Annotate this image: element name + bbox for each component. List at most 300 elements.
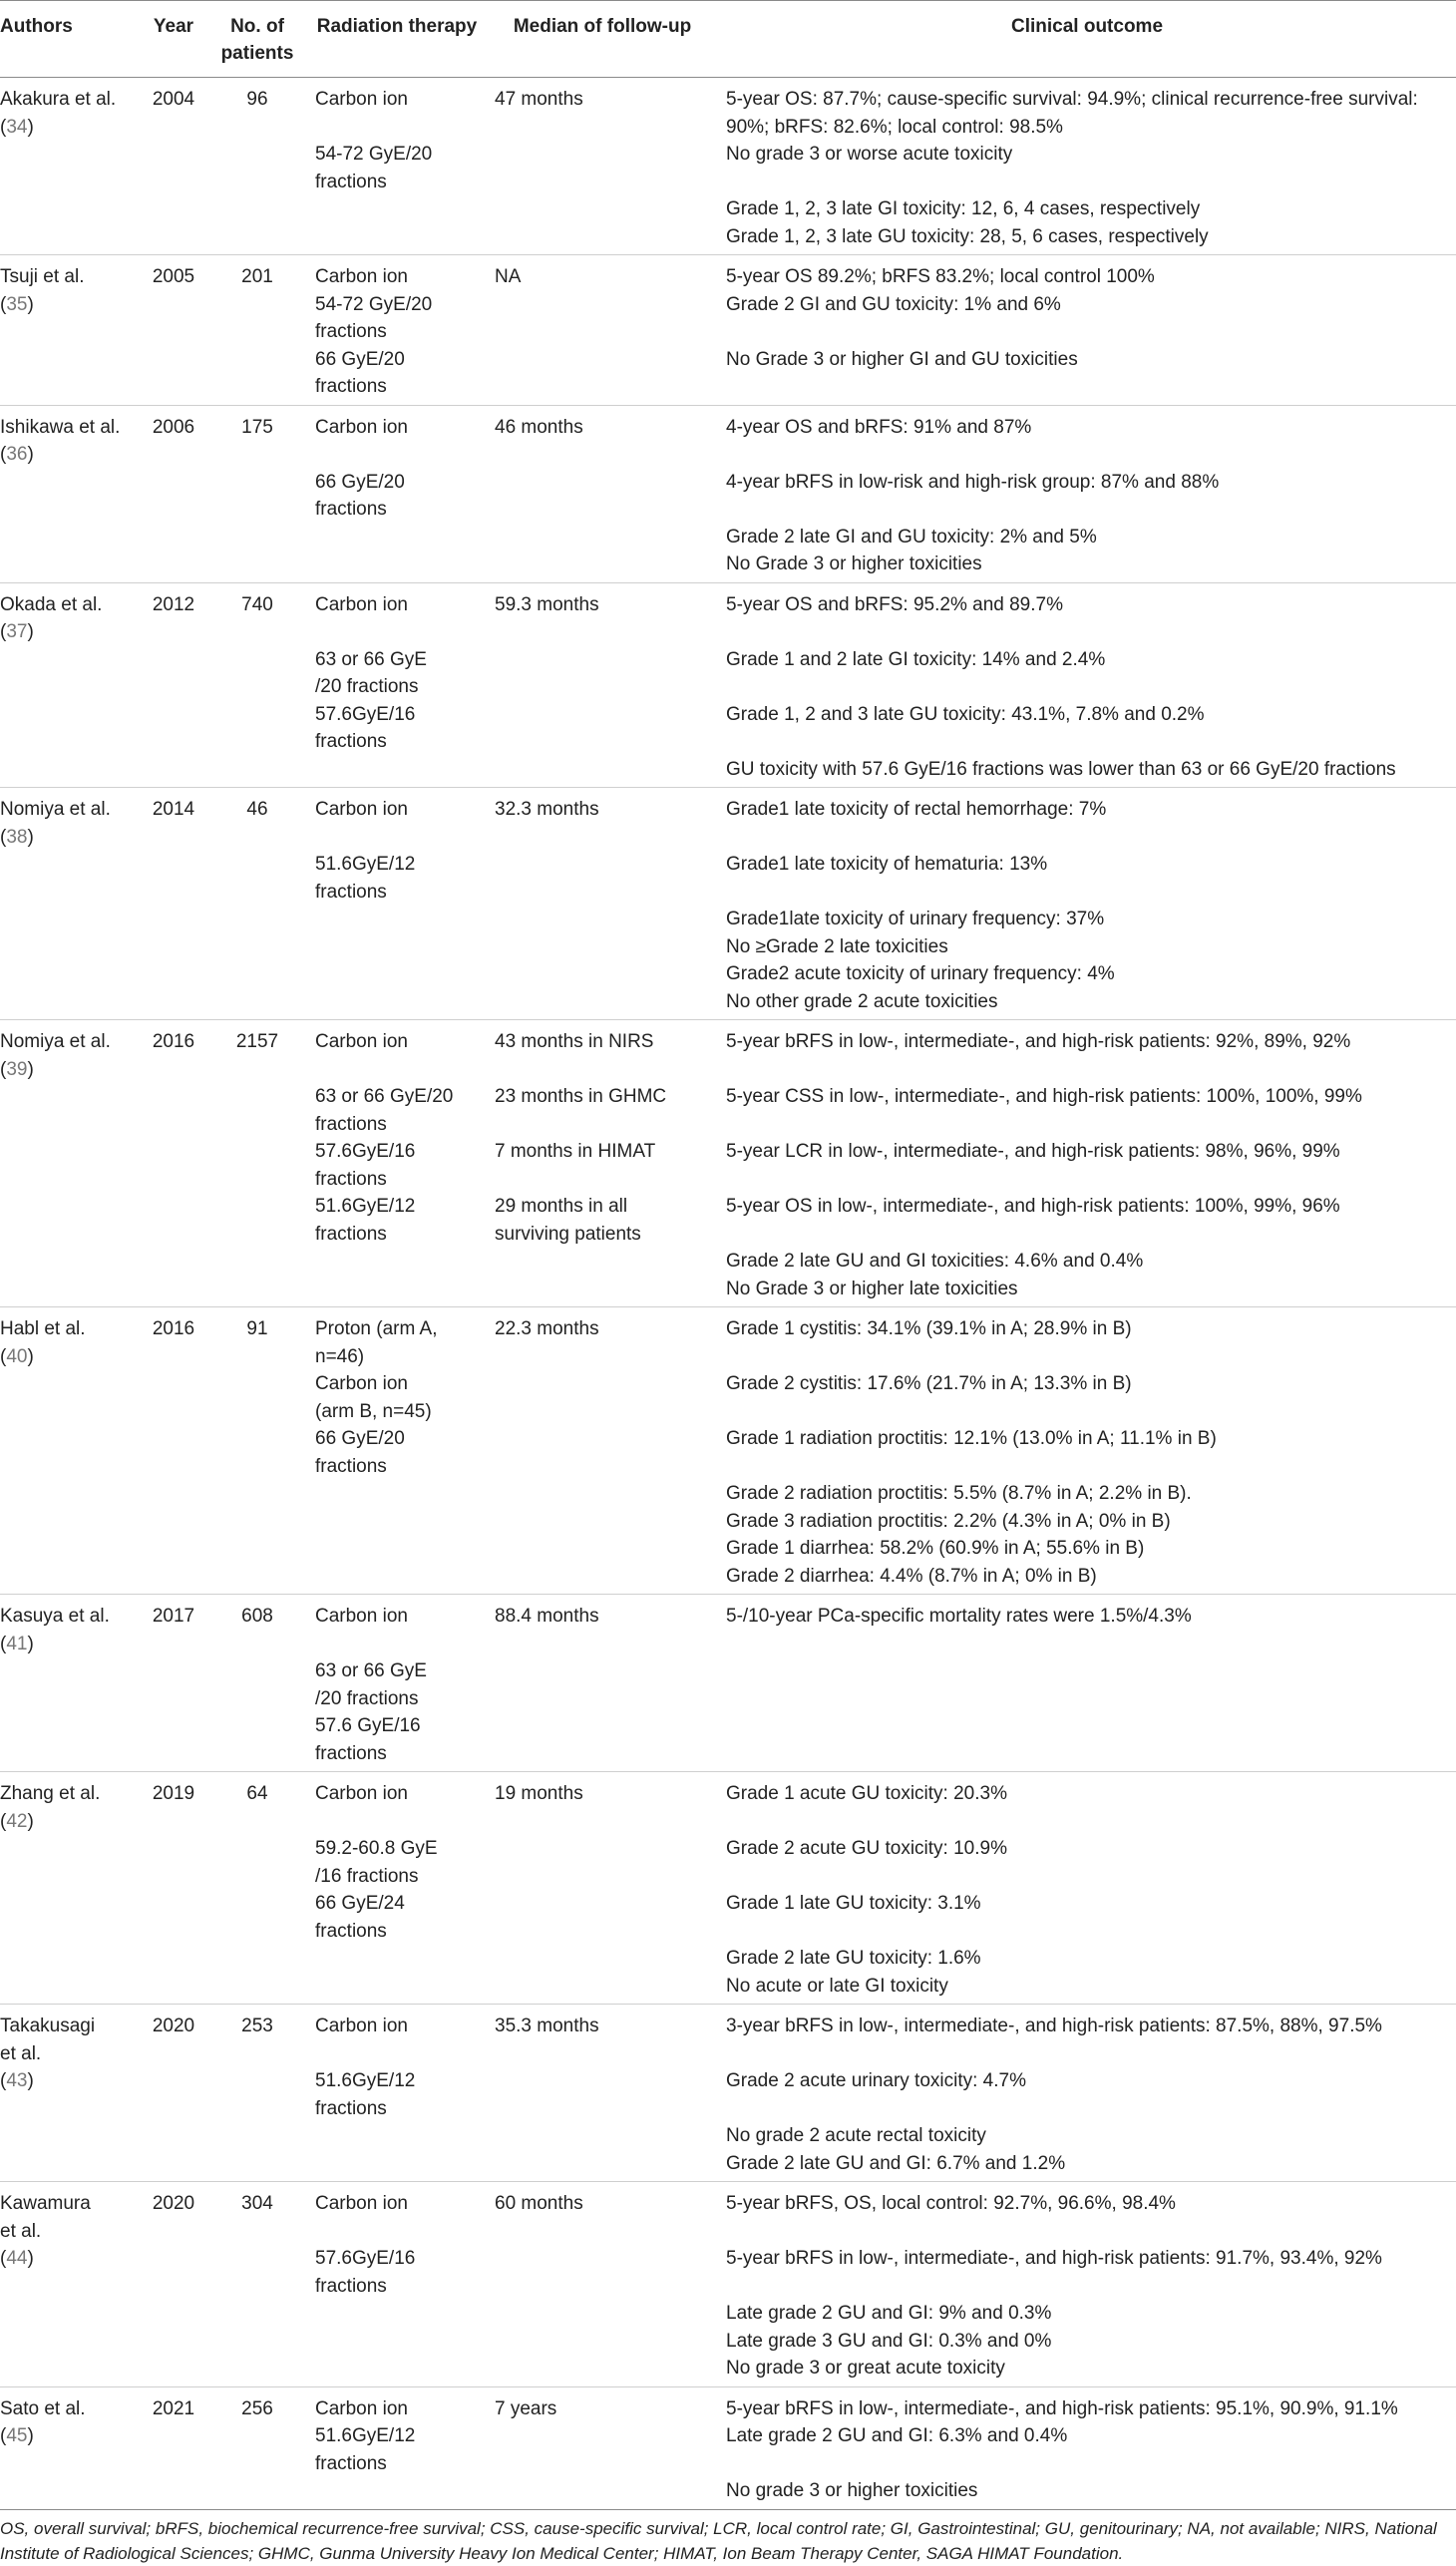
radiation-therapy-line: /20 fractions [315,676,419,697]
clinical-outcome-line: Late grade 3 GU and GI: 0.3% and 0% [726,2330,1052,2352]
follow-up-line: 46 months [495,416,583,438]
cell-radiation-therapy [307,582,487,788]
radiation-therapy-line: Carbon ion [315,2016,408,2036]
cell-radiation-therapy [307,405,487,582]
cell-year: 2016 [152,1031,195,1052]
clinical-outcome-line [726,2040,1448,2068]
radiation-therapy-line: 63 or 66 GyE/20 [315,1086,454,1107]
radiation-therapy-line: 54-72 GyE/20 [315,144,433,165]
reference-line [0,824,132,852]
radiation-therapy-line: fractions [315,376,387,397]
clinical-outcome-line: Grade 1 acute GU toxicity: 20.3% [726,1783,1007,1804]
clinical-outcome-line: Grade 1, 2 and 3 late GU toxicity: 43.1%, 7.8% and 0.2% [726,703,1205,725]
clinical-outcome-line [726,2273,1448,2301]
clinical-outcome-line: 5-year bRFS, OS, local control: 92.7%, 96.6%, 98.4% [726,2193,1176,2214]
radiation-therapy-line: fractions [315,731,387,752]
ref-open-paren: ( [0,444,7,465]
clinical-outcome-line: No Grade 3 or higher toxicities [726,553,982,574]
header-year: Year [153,16,194,37]
clinical-outcome-line [726,1166,1448,1194]
clinical-outcome-line: 5-year OS in low-, intermediate-, and high-risk patients: 100%, 99%, 96% [726,1196,1340,1217]
radiation-therapy-line: 51.6GyE/12 [315,854,416,875]
table-row [0,255,1456,406]
cell-year: 2006 [152,416,195,438]
radiation-therapy-line: Carbon ion [315,266,408,287]
radiation-therapy-line: fractions [315,499,387,520]
table-row [0,582,1456,788]
radiation-therapy-line: fractions [315,321,387,342]
clinical-outcome-line: Grade 2 late GI and GU toxicity: 2% and 5% [726,526,1097,548]
reference-link[interactable]: 39 [6,1058,28,1080]
cell-radiation-therapy [307,255,487,406]
clinical-outcome-line [726,728,1448,756]
reference-link[interactable]: 38 [6,826,28,848]
clinical-outcome-line: No Grade 3 or higher GI and GU toxicities [726,348,1078,370]
ref-open-paren: ( [0,293,7,315]
author-name-line: Sato et al. [0,2397,86,2419]
follow-up-line [495,1166,710,1194]
radiation-therapy-line: 66 GyE/20 [315,471,405,493]
clinical-outcome-line: Grade 1 late GU toxicity: 3.1% [726,1893,981,1914]
cell-year: 2014 [152,799,195,820]
follow-up-line: 22.3 months [495,1318,599,1339]
follow-up-line: NA [495,266,522,287]
cell-year: 2004 [152,89,195,110]
clinical-outcome-line: Grade1 late toxicity of rectal hemorrhage: 7% [726,799,1107,820]
radiation-therapy-line: 66 GyE/20 [315,1428,405,1449]
clinical-outcome-line: 3-year bRFS in low-, intermediate-, and high-risk patients: 87.5%, 88%, 97.5% [726,2016,1382,2036]
clinical-outcome-line [726,1056,1448,1084]
cell-clinical-outcome [718,2386,1456,2509]
cell-year: 2017 [152,1606,195,1627]
radiation-therapy-line [315,441,479,469]
radiation-therapy-line: 51.6GyE/12 [315,2070,416,2091]
reference-link[interactable]: 40 [6,1345,28,1367]
cell-patients: 740 [241,593,273,615]
clinical-outcome-line: No grade 3 or great acute toxicity [726,2358,1005,2379]
radiation-therapy-line: 51.6GyE/12 [315,1196,416,1217]
ref-close-paren: ) [27,2425,34,2446]
radiation-therapy-line: 63 or 66 GyE [315,648,427,670]
cell-authors [0,78,140,255]
cell-follow-up [487,2386,718,2509]
cell-follow-up [487,1020,718,1307]
clinical-outcome-line: No ≥Grade 2 late toxicities [726,935,948,957]
clinical-outcome-line: 5-year OS and bRFS: 95.2% and 89.7% [726,593,1063,615]
clinical-outcome-line [726,2218,1448,2246]
clinical-outcome-line: GU toxicity with 57.6 GyE/16 fractions was lower than 63 or 66 GyE/20 fractions [726,758,1396,780]
clinical-outcome-line: Grade 2 late GU toxicity: 1.6% [726,1948,981,1969]
cell-radiation-therapy [307,788,487,1020]
reference-link[interactable]: 44 [6,2248,28,2269]
cell-clinical-outcome [718,1595,1456,1772]
author-name-line: Nomiya et al. [0,1031,111,1052]
cell-clinical-outcome [718,2005,1456,2182]
radiation-therapy-line [315,1631,479,1658]
table-row [0,2182,1456,2387]
clinical-outcome-line: Grade 2 late GU and GI toxicities: 4.6% and 0.4% [726,1251,1144,1272]
clinical-outcome-line: Grade1 late toxicity of hematuria: 13% [726,854,1048,875]
table-row [0,2386,1456,2509]
table-footnote: OS, overall survival; bRFS, biochemical recurrence-free survival; CSS, cause-specific survival; LCR, local control rate; GI, Gastrointestinal; GU, genitourinary; NA, not available; NIRS, National Institute of Radiological Sciences; GHMC, Gunma University Heavy Ion Medical Center; HIMAT, Ion Beam Therapy Center, SAGA HIMAT Foundation. [0,2518,1437,2563]
table-row [0,1595,1456,1772]
clinical-outcome-line [726,2095,1448,2123]
follow-up-line: 59.3 months [495,593,599,615]
clinical-outcome-line: Grade 1, 2, 3 late GI toxicity: 12, 6, 4 cases, respectively [726,198,1201,219]
clinical-outcome-line [726,673,1448,701]
cell-follow-up [487,2182,718,2387]
radiation-therapy-line: 57.6GyE/16 [315,703,416,725]
header-clinical-outcome: Clinical outcome [1010,16,1164,37]
clinical-outcome-line: Grade 2 acute GU toxicity: 10.9% [726,1838,1007,1859]
table-row [0,1020,1456,1307]
cell-follow-up [487,405,718,582]
clinical-outcome-line [726,1221,1448,1249]
clinical-outcome-line: Grade 1 diarrhea: 58.2% (60.9% in A; 55.6% in B) [726,1538,1145,1559]
ref-close-paren: ) [27,2248,34,2269]
radiation-therapy-line: fractions [315,171,387,192]
clinical-outcome-line [726,318,1448,346]
cell-follow-up [487,255,718,406]
clinical-outcome-line [726,2450,1448,2478]
ref-open-paren: ( [0,1810,7,1832]
cell-authors [0,2386,140,2509]
cell-year: 2021 [152,2397,195,2419]
reference-line [0,2067,132,2095]
table-row [0,1772,1456,2005]
clinical-outcome-line [726,1343,1448,1371]
clinical-outcome-line: 5-/10-year PCa-specific mortality rates were 1.5%/4.3% [726,1606,1192,1627]
follow-up-line: 7 months in HIMAT [495,1141,656,1162]
reference-line [0,1808,132,1836]
radiation-therapy-line: fractions [315,2452,387,2474]
reference-line [0,114,132,142]
clinical-outcome-line: Grade 1 cystitis: 34.1% (39.1% in A; 28.9% in B) [726,1318,1132,1339]
radiation-therapy-line [315,1056,479,1084]
cell-authors [0,788,140,1020]
cell-follow-up [487,788,718,1020]
clinical-outcome-line [726,496,1448,524]
ref-close-paren: ) [27,1345,34,1367]
clinical-outcome-line: Grade2 acute toxicity of urinary frequency: 4% [726,963,1115,984]
clinical-outcome-line: Late grade 2 GU and GI: 6.3% and 0.4% [726,2425,1068,2446]
clinical-outcome-line: Late grade 2 GU and GI: 9% and 0.3% [726,2303,1052,2324]
clinical-outcome-line: No grade 2 acute rectal toxicity [726,2125,986,2146]
author-name-line: Kasuya et al. [0,1606,110,1627]
cell-radiation-therapy [307,1772,487,2005]
cell-patients: 253 [241,2016,273,2036]
radiation-therapy-line: /16 fractions [315,1865,419,1887]
radiation-therapy-line [315,1808,479,1836]
radiation-therapy-line: Carbon ion [315,1783,408,1804]
cell-follow-up [487,1595,718,1772]
clinical-outcome-line: Grade 1 and 2 late GI toxicity: 14% and 2.4% [726,648,1106,670]
follow-up-line: surviving patients [495,1223,641,1245]
radiation-therapy-line: 51.6GyE/12 [315,2425,416,2446]
follow-up-line: 60 months [495,2193,583,2214]
ref-close-paren: ) [27,826,34,848]
follow-up-line [495,1111,710,1139]
follow-up-line: 88.4 months [495,1606,599,1627]
radiation-therapy-line: fractions [315,2275,387,2297]
clinical-outcome-line: 4-year bRFS in low-risk and high-risk group: 87% and 88% [726,471,1220,493]
clinical-outcome-line: Grade 3 radiation proctitis: 2.2% (4.3% in A; 0% in B) [726,1510,1171,1532]
ref-close-paren: ) [27,2070,34,2091]
radiation-therapy-line [315,824,479,852]
author-name-line: Nomiya et al. [0,799,111,820]
clinical-outcome-line: Grade 2 GI and GU toxicity: 1% and 6% [726,293,1061,315]
radiation-therapy-line: Carbon ion [315,1373,408,1394]
cell-clinical-outcome [718,1772,1456,2005]
radiation-therapy-line: fractions [315,881,387,903]
author-name-line: Zhang et al. [0,1783,101,1804]
reference-line [0,1056,132,1084]
header-row [0,1,1456,78]
ref-close-paren: ) [27,1633,34,1654]
cell-patients: 64 [246,1783,268,1804]
radiation-therapy-line [315,618,479,646]
clinical-outcome-line: Grade 1, 2, 3 late GU toxicity: 28, 5, 6 cases, respectively [726,225,1209,247]
cell-radiation-therapy [307,2182,487,2387]
clinical-outcome-line: No Grade 3 or higher late toxicities [726,1278,1018,1299]
author-name-line: Akakura et al. [0,89,117,110]
cell-authors [0,1772,140,2005]
radiation-therapy-line [315,2040,479,2068]
clinical-outcome-line: No other grade 2 acute toxicities [726,990,998,1012]
reference-line [0,618,132,646]
cell-radiation-therapy [307,1595,487,1772]
ref-close-paren: ) [27,1810,34,1832]
header-authors: Authors [0,16,73,37]
reference-line [0,2245,132,2273]
cell-radiation-therapy [307,78,487,255]
clinical-outcome-line: Grade 2 radiation proctitis: 5.5% (8.7% in A; 2.2% in B). [726,1483,1192,1504]
cell-authors [0,582,140,788]
radiation-therapy-line: /20 fractions [315,1687,419,1709]
cell-patients: 304 [241,2193,273,2214]
ref-open-paren: ( [0,2425,7,2446]
clinical-outcome-line [726,1111,1448,1139]
clinical-outcome-line [726,1398,1448,1426]
author-name-line: Takakusagi [0,2016,96,2036]
reference-link[interactable]: 35 [6,293,28,315]
cell-follow-up [487,78,718,255]
clinical-outcome-line [726,618,1448,646]
cell-patients: 201 [241,266,273,287]
cell-clinical-outcome [718,78,1456,255]
cell-follow-up [487,2005,718,2182]
radiation-therapy-line: fractions [315,1455,387,1477]
cell-patients: 2157 [235,1031,279,1052]
cell-clinical-outcome [718,582,1456,788]
reference-link[interactable]: 34 [6,116,28,138]
header-patients: No. of patients [220,16,294,64]
cell-follow-up [487,582,718,788]
cell-patients: 256 [241,2397,273,2419]
cell-year: 2005 [152,266,195,287]
clinical-outcome-line: Grade 1 radiation proctitis: 12.1% (13.0% in A; 11.1% in B) [726,1428,1217,1449]
cell-authors [0,2005,140,2182]
cell-authors [0,1307,140,1595]
clinical-outcome-line: Grade 2 late GU and GI: 6.7% and 1.2% [726,2152,1066,2174]
table-body [0,78,1456,2510]
radiation-therapy-line: Proton (arm A, [315,1318,438,1339]
cell-radiation-therapy [307,1307,487,1595]
cell-radiation-therapy [307,2005,487,2182]
clinical-outcome-line [726,824,1448,852]
radiation-therapy-line [315,114,479,142]
cell-clinical-outcome [718,788,1456,1020]
radiation-therapy-line [315,2218,479,2246]
cell-authors [0,1020,140,1307]
cell-year: 2020 [152,2193,195,2214]
reference-line [0,291,132,319]
cell-radiation-therapy [307,1020,487,1307]
cell-clinical-outcome [718,255,1456,406]
radiation-therapy-line: fractions [315,1742,387,1764]
ref-close-paren: ) [27,1058,34,1080]
ref-close-paren: ) [27,116,34,138]
clinical-outcome-line: No grade 3 or worse acute toxicity [726,144,1013,165]
cell-patients: 608 [241,1606,273,1627]
radiation-therapy-line: 66 GyE/24 [315,1893,405,1914]
clinical-outcome-line [726,441,1448,469]
header-follow-up: Median of follow-up [513,16,692,37]
cell-year: 2019 [152,1783,195,1804]
cell-radiation-therapy [307,2386,487,2509]
reference-line [0,441,132,469]
clinical-outcome-line: 5-year CSS in low-, intermediate-, and high-risk patients: 100%, 100%, 99% [726,1086,1362,1107]
radiation-therapy-line: 57.6GyE/16 [315,2248,416,2269]
radiation-therapy-line: fractions [315,1113,387,1135]
author-name-line: Tsuji et al. [0,266,85,287]
ref-open-paren: ( [0,621,7,642]
clinical-outcome-line [726,1808,1448,1836]
cell-year: 2012 [152,593,195,615]
reference-link[interactable]: 45 [6,2425,28,2446]
cell-year: 2016 [152,1318,195,1339]
ref-open-paren: ( [0,1345,7,1367]
clinical-outcome-line: 5-year OS: 87.7%; cause-specific survival: 94.9%; clinical recurrence-free survival: [726,89,1418,110]
ref-open-paren: ( [0,116,7,138]
radiation-therapy-line: 59.2-60.8 GyE [315,1838,438,1859]
radiation-therapy-line: (arm B, n=45) [315,1400,432,1422]
cell-authors [0,1595,140,1772]
follow-up-line: 35.3 months [495,2016,599,2036]
cell-patients: 91 [246,1318,268,1339]
radiation-therapy-line: 57.6 GyE/16 [315,1715,421,1736]
cell-clinical-outcome [718,1020,1456,1307]
clinical-outcome-line: Grade 2 diarrhea: 4.4% (8.7% in A; 0% in B) [726,1565,1097,1587]
reference-link[interactable]: 43 [6,2070,28,2091]
table-row [0,1307,1456,1595]
clinical-outcome-line [726,879,1448,907]
header-radiation-therapy: Radiation therapy [316,16,478,37]
table-row [0,788,1456,1020]
reference-line [0,1343,132,1371]
cell-follow-up [487,1307,718,1595]
radiation-therapy-line: 57.6GyE/16 [315,1141,416,1162]
radiation-therapy-line: Carbon ion [315,89,408,110]
radiation-therapy-line: Carbon ion [315,1031,408,1052]
author-name-line: Kawamura [0,2193,91,2214]
radiation-therapy-line: fractions [315,1920,387,1942]
clinical-outcome-line: 5-year OS 89.2%; bRFS 83.2%; local control 100% [726,266,1155,287]
cell-follow-up [487,1772,718,2005]
cell-patients: 175 [241,416,273,438]
table-row [0,405,1456,582]
radiation-therapy-line: Carbon ion [315,416,408,438]
radiation-therapy-line: 66 GyE/20 [315,348,405,370]
cell-patients: 96 [246,89,268,110]
author-name-line: Habl et al. [0,1318,86,1339]
clinical-outcome-line [726,1918,1448,1946]
clinical-outcome-line: 5-year bRFS in low-, intermediate-, and high-risk patients: 95.1%, 90.9%, 91.1% [726,2397,1398,2419]
follow-up-line: 19 months [495,1783,583,1804]
table-header [0,1,1456,78]
clinical-outcome-line: Grade 2 cystitis: 17.6% (21.7% in A; 13.3% in B) [726,1373,1132,1394]
ref-open-paren: ( [0,2248,7,2269]
follow-up-line: 43 months in NIRS [495,1031,654,1052]
ref-open-paren: ( [0,1633,7,1654]
radiation-therapy-line: 54-72 GyE/20 [315,293,433,315]
cell-patients: 46 [246,799,268,820]
author-name-line: Okada et al. [0,593,103,615]
radiation-therapy-line: Carbon ion [315,799,408,820]
clinical-outcome-line: 4-year OS and bRFS: 91% and 87% [726,416,1032,438]
radiation-therapy-line: Carbon ion [315,2397,408,2419]
cell-clinical-outcome [718,1307,1456,1595]
radiation-therapy-line: Carbon ion [315,2193,408,2214]
cell-clinical-outcome [718,2182,1456,2387]
ref-open-paren: ( [0,826,7,848]
follow-up-line [495,1056,710,1084]
cell-clinical-outcome [718,405,1456,582]
author-name-line: et al. [0,2042,42,2064]
reference-link[interactable]: 41 [6,1633,28,1654]
clinical-outcome-line: No grade 3 or higher toxicities [726,2480,978,2501]
ref-close-paren: ) [27,444,34,465]
radiation-therapy-line: Carbon ion [315,1606,408,1627]
clinical-outcome-line: 5-year LCR in low-, intermediate-, and high-risk patients: 98%, 96%, 99% [726,1141,1340,1162]
follow-up-line: 23 months in GHMC [495,1086,667,1107]
clinical-outcome-line: 5-year bRFS in low-, intermediate-, and high-risk patients: 92%, 89%, 92% [726,1031,1351,1052]
reference-link[interactable]: 37 [6,621,28,642]
ref-close-paren: ) [27,621,34,642]
clinical-outcome-line [726,1453,1448,1481]
follow-up-line: 47 months [495,89,583,110]
ref-close-paren: ) [27,293,34,315]
reference-link[interactable]: 42 [6,1810,28,1832]
clinical-outcome-line: Grade 2 acute urinary toxicity: 4.7% [726,2070,1026,2091]
clinical-outcome-line [726,169,1448,196]
follow-up-line: 29 months in all [495,1196,628,1217]
cell-year: 2020 [152,2016,195,2036]
reference-link[interactable]: 36 [6,444,28,465]
ref-open-paren: ( [0,2070,7,2091]
reference-line [0,1631,132,1658]
clinical-outcome-line: No acute or late GI toxicity [726,1975,948,1997]
clinical-outcome-line: 90%; bRFS: 82.6%; local control: 98.5% [726,116,1063,138]
radiation-therapy-line: n=46) [315,1345,365,1367]
follow-up-line: 7 years [495,2397,557,2419]
radiation-therapy-line: Carbon ion [315,593,408,615]
clinical-outcome-line: 5-year bRFS in low-, intermediate-, and high-risk patients: 91.7%, 93.4%, 92% [726,2248,1382,2269]
cell-authors [0,255,140,406]
clinical-outcome-line: Grade1late toxicity of urinary frequency: 37% [726,909,1105,929]
follow-up-line: 32.3 months [495,799,599,820]
cell-authors [0,2182,140,2387]
